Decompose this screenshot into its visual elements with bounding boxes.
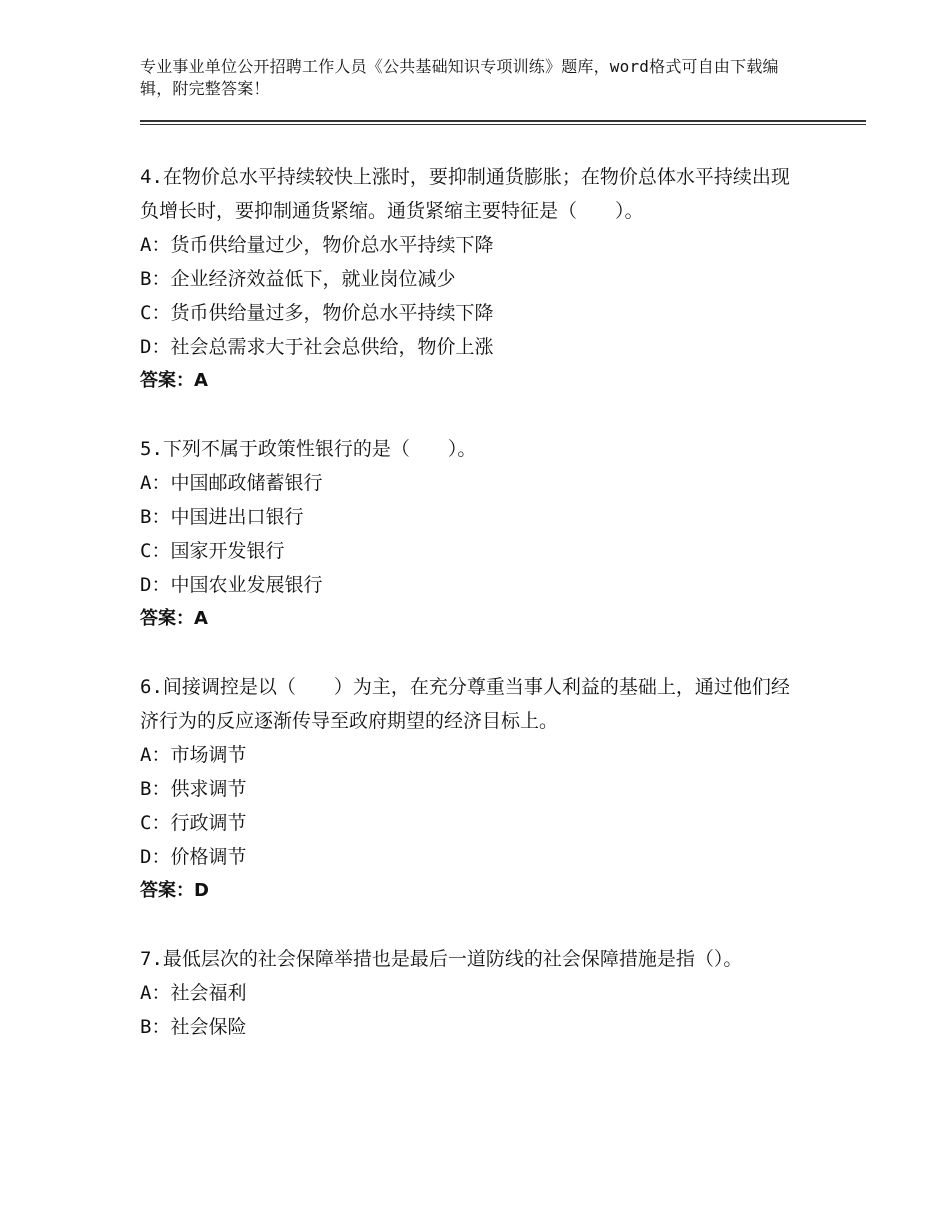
option-c: C：行政调节 bbox=[140, 812, 247, 834]
option-c: C：货币供给量过多，物价总水平持续下降 bbox=[140, 302, 494, 324]
question-stem: 5.下列不属于政策性银行的是（ ）。 bbox=[140, 438, 477, 460]
question-stem: 6.间接调控是以（ ）为主，在充分尊重当事人利益的基础上，通过他们经济行为的反应逐渐传导至政府期望的经济目标上。 bbox=[140, 676, 790, 732]
option-b: B：供求调节 bbox=[140, 778, 247, 800]
option-d: D：价格调节 bbox=[140, 846, 247, 868]
document-header bbox=[140, 56, 810, 100]
question-stem: 7.最低层次的社会保障举措也是最后一道防线的社会保障措施是指（）。 bbox=[140, 948, 743, 970]
header-divider bbox=[140, 120, 866, 125]
answer: 答案：D bbox=[140, 880, 209, 901]
option-a: A：社会福利 bbox=[140, 982, 247, 1004]
option-d: D：社会总需求大于社会总供给，物价上涨 bbox=[140, 336, 494, 358]
header-title: 专业事业单位公开招聘工作人员《公共基础知识专项训练》题库，word格式可自由下载编辑，附完整答案！ bbox=[140, 57, 779, 98]
option-a: A：中国邮政储蓄银行 bbox=[140, 472, 323, 494]
question-7 bbox=[140, 942, 800, 1044]
option-c: C：国家开发银行 bbox=[140, 540, 285, 562]
option-a: A：市场调节 bbox=[140, 744, 247, 766]
question-5 bbox=[140, 432, 800, 636]
option-b: B：企业经济效益低下，就业岗位减少 bbox=[140, 268, 456, 290]
option-a: A：货币供给量过少，物价总水平持续下降 bbox=[140, 234, 494, 256]
option-d: D：中国农业发展银行 bbox=[140, 574, 323, 596]
question-6 bbox=[140, 670, 800, 908]
question-stem: 4.在物价总水平持续较快上涨时，要抑制通货膨胀；在物价总体水平持续出现负增长时，要抑制通货紧缩。通货紧缩主要特征是（ ）。 bbox=[140, 166, 790, 222]
answer: 答案：A bbox=[140, 608, 208, 629]
question-list bbox=[140, 160, 800, 1078]
question-4 bbox=[140, 160, 800, 398]
answer: 答案：A bbox=[140, 370, 208, 391]
option-b: B：中国进出口银行 bbox=[140, 506, 304, 528]
option-b: B：社会保险 bbox=[140, 1016, 247, 1038]
